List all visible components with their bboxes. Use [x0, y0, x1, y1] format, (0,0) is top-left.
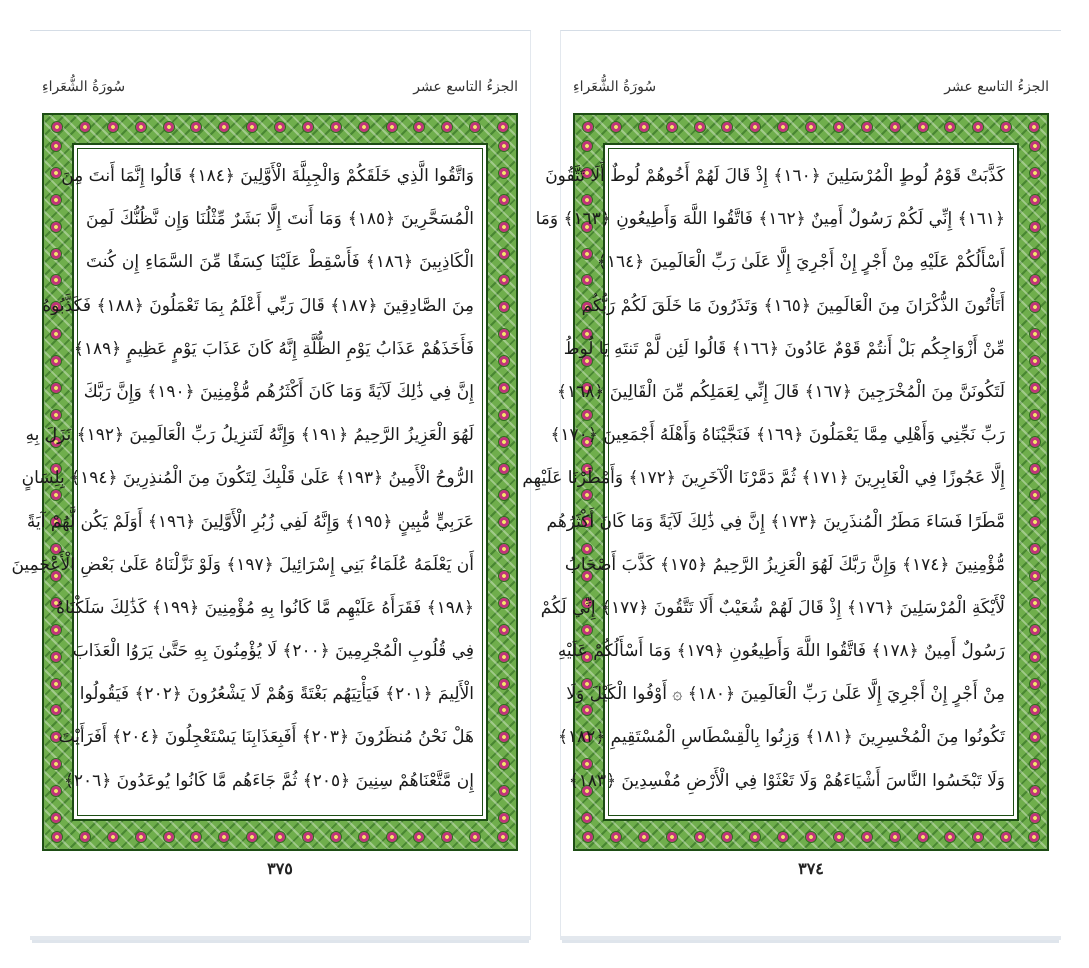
flower-ornament-icon	[387, 832, 397, 842]
flower-ornament-icon	[499, 464, 509, 474]
flower-ornament-icon	[667, 122, 677, 132]
flower-ornament-icon	[52, 122, 62, 132]
flower-ornament-icon	[51, 195, 61, 205]
flower-ornament-icon	[499, 302, 509, 312]
flower-ornament-icon	[1030, 275, 1040, 285]
flower-border-bottom	[583, 830, 1039, 844]
flower-ornament-icon	[1030, 625, 1040, 635]
flower-ornament-icon	[806, 122, 816, 132]
flower-ornament-icon	[1030, 141, 1040, 151]
flower-ornament-icon	[918, 122, 928, 132]
flower-ornament-icon	[1001, 832, 1011, 842]
flower-ornament-icon	[1030, 490, 1040, 500]
flower-ornament-icon	[51, 679, 61, 689]
verse-line: لَتَكُونَنَّ مِنَ الْمُخْرَجِينَ ﴿١٦٧﴾ قَالَ إِنِّي لِعَمَلِكُم مِّنَ الْقَالِينَ ﴿١٦٨﴾	[557, 381, 1005, 402]
flower-ornament-icon	[1030, 168, 1040, 178]
flower-ornament-icon	[51, 222, 61, 232]
flower-ornament-icon	[247, 832, 257, 842]
verse-line: الرُّوحُ الْأَمِينُ ﴿١٩٣﴾ عَلَىٰ قَلْبِكَ لِتَكُونَ مِنَ الْمُنذِرِينَ ﴿١٩٤﴾ بِلِسَانٍ	[21, 468, 474, 489]
flower-ornament-icon	[1029, 122, 1039, 132]
flower-ornament-icon	[1030, 410, 1040, 420]
juz-label: الجزءُ التاسع عشر	[944, 79, 1049, 95]
flower-ornament-icon	[1030, 679, 1040, 689]
flower-ornament-icon	[834, 122, 844, 132]
flower-ornament-icon	[303, 122, 313, 132]
flower-ornament-icon	[51, 759, 61, 769]
flower-ornament-icon	[639, 122, 649, 132]
ornamental-border	[522, 113, 1049, 851]
flower-ornament-icon	[1030, 598, 1040, 608]
flower-ornament-icon	[470, 122, 480, 132]
flower-ornament-icon	[247, 122, 257, 132]
flower-ornament-icon	[890, 832, 900, 842]
flower-ornament-icon	[499, 275, 509, 285]
flower-ornament-icon	[582, 141, 592, 151]
flower-ornament-icon	[51, 249, 61, 259]
flower-ornament-icon	[1030, 222, 1040, 232]
verse-line: مُّؤْمِنِينَ ﴿١٧٤﴾ وَإِنَّ رَبَّكَ لَهُوَ الْعَزِيزُ الرَّحِيمُ ﴿١٧٥﴾ كَذَّبَ أَصْحَابُ	[564, 554, 1005, 575]
flower-ornament-icon	[191, 832, 201, 842]
flower-ornament-icon	[359, 832, 369, 842]
flower-ornament-icon	[51, 652, 61, 662]
flower-ornament-icon	[499, 141, 509, 151]
flower-ornament-icon	[51, 356, 61, 366]
flower-ornament-icon	[973, 832, 983, 842]
flower-ornament-icon	[945, 122, 955, 132]
page-header	[42, 79, 518, 105]
flower-ornament-icon	[862, 832, 872, 842]
flower-ornament-icon	[695, 122, 705, 132]
flower-ornament-icon	[51, 705, 61, 715]
flower-ornament-icon	[51, 813, 61, 823]
flower-ornament-icon	[303, 832, 313, 842]
flower-ornament-icon	[750, 122, 760, 132]
verse-line: أَسْأَلُكُمْ عَلَيْهِ مِنْ أَجْرٍ إِنْ أَجْرِيَ إِلَّا عَلَىٰ رَبِّ الْعَالَمِينَ ﴿١٦٤﴾	[596, 252, 1005, 273]
flower-ornament-icon	[582, 813, 592, 823]
flower-ornament-icon	[499, 625, 509, 635]
flower-ornament-icon	[499, 705, 509, 715]
flower-ornament-icon	[945, 832, 955, 842]
flower-ornament-icon	[164, 122, 174, 132]
flower-ornament-icon	[499, 652, 509, 662]
flower-border-top	[52, 120, 508, 134]
verse-line: رَسُولٌ أَمِينٌ ﴿١٧٨﴾ فَاتَّقُوا اللَّهَ وَأَطِيعُونِ ﴿١٧٩﴾ وَمَا أَسْأَلُكُمْ عَلَيْهِ	[557, 641, 1005, 662]
flower-ornament-icon	[1030, 356, 1040, 366]
flower-ornament-icon	[834, 832, 844, 842]
flower-ornament-icon	[722, 832, 732, 842]
flower-ornament-icon	[1030, 571, 1040, 581]
flower-ornament-icon	[51, 168, 61, 178]
flower-ornament-icon	[191, 122, 201, 132]
flower-ornament-icon	[499, 195, 509, 205]
flower-ornament-icon	[722, 122, 732, 132]
verse-line: مِنَ الصَّادِقِينَ ﴿١٨٧﴾ قَالَ رَبِّي أَعْلَمُ بِمَا تَعْمَلُونَ ﴿١٨٨﴾ فَكَذَّبُوهُ	[42, 295, 474, 316]
flower-ornament-icon	[52, 832, 62, 842]
page-header	[573, 79, 1049, 105]
flower-ornament-icon	[1030, 544, 1040, 554]
verse-line: إِن مَّتَّعْنَاهُمْ سِنِينَ ﴿٢٠٥﴾ ثُمَّ جَاءَهُم مَّا كَانُوا يُوعَدُونَ ﴿٢٠٦﴾	[63, 770, 474, 791]
flower-ornament-icon	[667, 832, 677, 842]
verse-line: رَبِّ نَجِّنِي وَأَهْلِي مِمَّا يَعْمَلُونَ ﴿١٦٩﴾ فَنَجَّيْنَاهُ وَأَهْلَهُ أَجْمَعِينَ ﴿١٧٠﴾	[550, 425, 1005, 446]
flower-ornament-icon	[1030, 517, 1040, 527]
verse-line: وَلَا تَبْخَسُوا النَّاسَ أَشْيَاءَهُمْ وَلَا تَعْثَوْا فِي الْأَرْضِ مُفْسِدِينَ ﴿١٨٣﴾	[568, 770, 1005, 791]
page-number: ٣٧٥	[267, 859, 293, 878]
flower-ornament-icon	[499, 490, 509, 500]
flower-ornament-icon	[639, 832, 649, 842]
verse-line: تَكُونُوا مِنَ الْمُخْسِرِينَ ﴿١٨١﴾ وَزِنُوا بِالْقِسْطَاسِ الْمُسْتَقِيمِ ﴿١٨٢﴾	[557, 727, 1005, 748]
flower-border-right	[1028, 141, 1042, 823]
flower-ornament-icon	[499, 732, 509, 742]
surah-name: سُورَةُ الشُّعَراءِ	[42, 79, 126, 95]
page-number: ٣٧٤	[798, 859, 824, 878]
flower-ornament-icon	[136, 832, 146, 842]
flower-ornament-icon	[890, 122, 900, 132]
flower-ornament-icon	[1030, 195, 1040, 205]
juz-label: الجزءُ التاسع عشر	[413, 79, 518, 95]
flower-ornament-icon	[1030, 464, 1040, 474]
flower-ornament-icon	[1001, 122, 1011, 132]
flower-ornament-icon	[583, 122, 593, 132]
flower-ornament-icon	[1030, 813, 1040, 823]
flower-ornament-icon	[498, 832, 508, 842]
verse-line: مِّنْ أَزْوَاجِكُم بَلْ أَنتُمْ قَوْمٌ عَادُونَ ﴿١٦٦﴾ قَالُوا لَئِن لَّمْ تَنتَهِ يَا لُوطُ	[563, 338, 1005, 359]
surah-name: سُورَةُ الشُّعَراءِ	[573, 79, 657, 95]
verse-line: إِنَّ فِي ذَٰلِكَ لَآيَةً وَمَا كَانَ أَكْثَرُهُم مُّؤْمِنِينَ ﴿١٩٠﴾ وَإِنَّ رَبَّكَ	[83, 381, 474, 402]
verse-line: هَلْ نَحْنُ مُنظَرُونَ ﴿٢٠٣﴾ أَفَبِعَذَابِنَا يَسْتَعْجِلُونَ ﴿٢٠٤﴾ أَفَرَأَيْتَ	[58, 727, 474, 748]
verse-line: مِنْ أَجْرٍ إِنْ أَجْرِيَ إِلَّا عَلَىٰ رَبِّ الْعَالَمِينَ ﴿١٨٠﴾ ۞ أَوْفُوا الْكَيْلَ وَلَا	[566, 684, 1005, 705]
flower-ornament-icon	[1030, 705, 1040, 715]
mushaf-page-374	[522, 30, 1061, 940]
flower-ornament-icon	[1030, 329, 1040, 339]
flower-ornament-icon	[583, 832, 593, 842]
flower-ornament-icon	[108, 122, 118, 132]
flower-ornament-icon	[1030, 732, 1040, 742]
flower-ornament-icon	[499, 679, 509, 689]
verse-text-area	[11, 143, 488, 821]
flower-ornament-icon	[164, 832, 174, 842]
flower-ornament-icon	[499, 168, 509, 178]
flower-ornament-icon	[275, 832, 285, 842]
flower-ornament-icon	[499, 329, 509, 339]
flower-ornament-icon	[1030, 652, 1040, 662]
flower-ornament-icon	[51, 786, 61, 796]
flower-ornament-icon	[219, 122, 229, 132]
mushaf-page-375	[11, 30, 531, 940]
flower-ornament-icon	[806, 832, 816, 842]
verse-line: فِي قُلُوبِ الْمُجْرِمِينَ ﴿٢٠٠﴾ لَا يُؤْمِنُونَ بِهِ حَتَّىٰ يَرَوُا الْعَذَابَ	[72, 641, 474, 662]
flower-ornament-icon	[51, 141, 61, 151]
flower-ornament-icon	[80, 122, 90, 132]
flower-ornament-icon	[387, 122, 397, 132]
flower-ornament-icon	[275, 122, 285, 132]
flower-ornament-icon	[470, 832, 480, 842]
flower-ornament-icon	[108, 832, 118, 842]
flower-ornament-icon	[750, 832, 760, 842]
flower-ornament-icon	[51, 329, 61, 339]
flower-ornament-icon	[582, 275, 592, 285]
verse-line: ﴿١٩٨﴾ فَقَرَأَهُ عَلَيْهِم مَّا كَانُوا بِهِ مُؤْمِنِينَ ﴿١٩٩﴾ كَذَٰلِكَ سَلَكْنَاهُ	[56, 597, 474, 618]
flower-ornament-icon	[499, 383, 509, 393]
verse-line: أَتَأْتُونَ الذُّكْرَانَ مِنَ الْعَالَمِينَ ﴿١٦٥﴾ وَتَذَرُونَ مَا خَلَقَ لَكُمْ رَبُّكُم	[581, 295, 1005, 316]
verse-line: لْأَيْكَةِ الْمُرْسَلِينَ ﴿١٧٦﴾ إِذْ قَالَ لَهُمْ شُعَيْبٌ أَلَا تَتَّقُونَ ﴿١٧٧﴾ إِنِّي لَكُمْ	[540, 597, 1005, 618]
verse-line: الْمُسَحَّرِينَ ﴿١٨٥﴾ وَمَا أَنتَ إِلَّا بَشَرٌ مِّثْلُنَا وَإِن نَّظُنُّكَ لَمِنَ	[86, 209, 474, 230]
flower-ornament-icon	[778, 832, 788, 842]
verse-text-area	[522, 143, 1019, 821]
flower-ornament-icon	[331, 122, 341, 132]
verse-line: ﴿١٦١﴾ إِنِّي لَكُمْ رَسُولٌ أَمِينٌ ﴿١٦٢﴾ فَاتَّقُوا اللَّهَ وَأَطِيعُونِ ﴿١٦٣﴾ وَمَا	[535, 209, 1005, 230]
flower-ornament-icon	[611, 122, 621, 132]
verse-line: الْكَاذِبِينَ ﴿١٨٦﴾ فَأَسْقِطْ عَلَيْنَا كِسَفًا مِّنَ السَّمَاءِ إِن كُنتَ	[86, 252, 474, 273]
flower-ornament-icon	[695, 832, 705, 842]
flower-ornament-icon	[442, 122, 452, 132]
verse-line: كَذَّبَتْ قَوْمُ لُوطٍ الْمُرْسَلِينَ ﴿١٦٠﴾ إِذْ قَالَ لَهُمْ أَخُوهُمْ لُوطٌ أَلَا تَتَّقُونَ	[545, 166, 1005, 186]
flower-ornament-icon	[1030, 437, 1040, 447]
verse-line: مَّطَرًا فَسَاءَ مَطَرُ الْمُنذَرِينَ ﴿١٧٣﴾ إِنَّ فِي ذَٰلِكَ لَآيَةً وَمَا كَانَ أَكْثَرُهُم	[546, 511, 1005, 532]
flower-ornament-icon	[1030, 302, 1040, 312]
verse-line: الْأَلِيمَ ﴿٢٠١﴾ فَيَأْتِيَهُم بَغْتَةً وَهُمْ لَا يَشْعُرُونَ ﴿٢٠٢﴾ فَيَقُولُوا	[79, 684, 474, 705]
flower-ornament-icon	[499, 571, 509, 581]
flower-ornament-icon	[499, 410, 509, 420]
flower-ornament-icon	[499, 544, 509, 554]
flower-ornament-icon	[414, 122, 424, 132]
verse-line: أَن يَعْلَمَهُ عُلَمَاءُ بَنِي إِسْرَائِيلَ ﴿١٩٧﴾ وَلَوْ نَزَّلْنَاهُ عَلَىٰ بَعْضِ الْأَعْجَمِينَ	[11, 554, 474, 575]
flower-ornament-icon	[1030, 759, 1040, 769]
flower-ornament-icon	[331, 832, 341, 842]
flower-ornament-icon	[136, 122, 146, 132]
verse-line: إِلَّا عَجُوزًا فِي الْغَابِرِينَ ﴿١٧١﴾ ثُمَّ دَمَّرْنَا الْآخَرِينَ ﴿١٧٢﴾ وَأَمْطَرْنَا عَلَيْهِم	[522, 468, 1005, 489]
flower-ornament-icon	[499, 437, 509, 447]
flower-ornament-icon	[862, 122, 872, 132]
flower-ornament-icon	[414, 832, 424, 842]
ornamental-border	[11, 113, 518, 851]
flower-ornament-icon	[219, 832, 229, 842]
verse-line: فَأَخَذَهُمْ عَذَابُ يَوْمِ الظُّلَّةِ إِنَّهُ كَانَ عَذَابَ يَوْمٍ عَظِيمٍ ﴿١٨٩﴾	[73, 338, 474, 359]
flower-border-right	[497, 141, 511, 823]
flower-ornament-icon	[611, 832, 621, 842]
flower-ornament-icon	[499, 786, 509, 796]
flower-ornament-icon	[1030, 383, 1040, 393]
flower-ornament-icon	[499, 517, 509, 527]
flower-ornament-icon	[778, 122, 788, 132]
flower-ornament-icon	[973, 122, 983, 132]
flower-ornament-icon	[499, 598, 509, 608]
flower-ornament-icon	[498, 122, 508, 132]
flower-ornament-icon	[359, 122, 369, 132]
flower-ornament-icon	[499, 222, 509, 232]
flower-ornament-icon	[499, 759, 509, 769]
flower-border-top	[583, 120, 1039, 134]
flower-ornament-icon	[499, 813, 509, 823]
flower-ornament-icon	[499, 249, 509, 259]
flower-ornament-icon	[442, 832, 452, 842]
flower-ornament-icon	[1030, 786, 1040, 796]
flower-ornament-icon	[918, 832, 928, 842]
flower-border-bottom	[52, 830, 508, 844]
flower-ornament-icon	[51, 275, 61, 285]
verse-line: وَاتَّقُوا الَّذِي خَلَقَكُمْ وَالْجِبِلَّةَ الْأَوَّلِينَ ﴿١٨٤﴾ قَالُوا إِنَّمَا أَنتَ مِنَ	[61, 166, 474, 186]
flower-ornament-icon	[80, 832, 90, 842]
flower-ornament-icon	[582, 249, 592, 259]
flower-ornament-icon	[1030, 249, 1040, 259]
flower-ornament-icon	[499, 356, 509, 366]
flower-ornament-icon	[51, 383, 61, 393]
flower-ornament-icon	[1029, 832, 1039, 842]
verse-line: لَهُوَ الْعَزِيزُ الرَّحِيمُ ﴿١٩١﴾ وَإِنَّهُ لَتَنزِيلُ رَبِّ الْعَالَمِينَ ﴿١٩٢﴾ نَزَلَ بِهِ	[25, 425, 474, 446]
verse-line: عَرَبِيٍّ مُّبِينٍ ﴿١٩٥﴾ وَإِنَّهُ لَفِي زُبُرِ الْأَوَّلِينَ ﴿١٩٦﴾ أَوَلَمْ يَكُن لَّهُمْ آيَةً	[26, 511, 474, 532]
